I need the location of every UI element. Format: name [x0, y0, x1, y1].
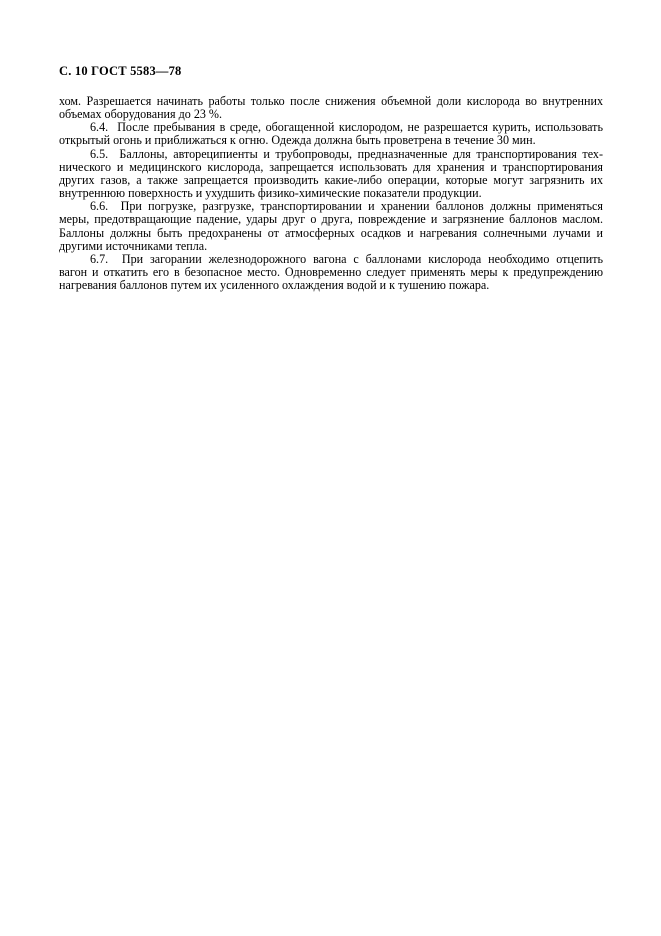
text-line: меры, предотвращающие падение, удары друг о друга, повреждение и загрязнение баллонов маслом.: [59, 212, 603, 227]
text-line: вагон и откатить его в безопасное место. Одновременно следует применять меры к предупреждению: [59, 265, 603, 280]
text-line: хом. Разрешается начинать работы только после снижения объемной доли кислорода во внутренних: [59, 94, 603, 108]
text-line: 6.7. При загорании железнодорожного вагона с баллонами кислорода необходимо отцепить: [90, 251, 603, 266]
text-line: открытый огонь и приближаться к огню. Одежда должна быть проветрена в течение 30 мин.: [59, 133, 536, 148]
text-line: Баллоны должны быть предохранены от атмосферных осадков и нагревания солнечными лучами и: [59, 225, 603, 240]
page-header: С. 10 ГОСТ 5583—78: [59, 64, 182, 78]
text-line: нического и медицинского кислорода, запрещается использовать для хранения и транспортирования: [59, 159, 603, 174]
text-line: нагревания баллонов путем их усиленного охлаждения водой и к тушению пожара.: [59, 278, 490, 293]
text-line: объемах оборудования до 23 %.: [59, 107, 223, 122]
text-line: другими источниками тепла.: [59, 238, 208, 253]
text-line: 6.4. После пребывания в среде, обогащенной кислородом, не разрешается курить, использовать: [90, 120, 603, 135]
text-line: 6.5. Баллоны, автореципиенты и трубопроводы, предназначенные для транспортирования тех-: [90, 146, 603, 161]
body-text: [59, 95, 603, 292]
text-line: 6.6. При погрузке, разгрузке, транспортировании и хранении баллонов должны применяться: [90, 199, 603, 214]
text-line: внутреннюю поверхность и ухудшить физико-химические показатели продукции.: [59, 186, 482, 201]
text-line: других газов, а также запрещается производить какие-либо операции, которые могут загрязнить их: [59, 172, 603, 187]
